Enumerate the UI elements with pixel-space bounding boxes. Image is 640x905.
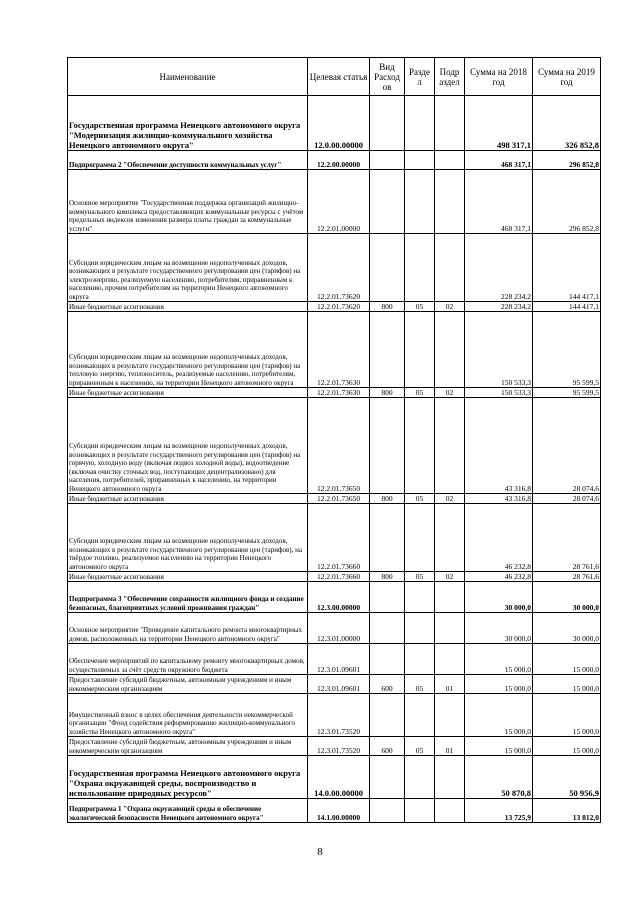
row-razdel-cell [405,756,435,799]
row-name-cell: Государственная программа Ненецкого автономного округа "Модернизация жилищно-коммунального хозяйства Ненецкого автономного округа" [68,96,308,151]
row-name-cell: Иные бюджетные ассигнования [68,572,308,582]
row-podrazdel-cell [435,694,465,737]
table-row [68,494,601,504]
row-razdel-cell [405,582,435,613]
row-vid-cell [370,799,405,823]
row-razdel-cell: 05 [405,572,435,582]
row-name-cell: Предоставление субсидий бюджетным, автономным учреждениям и иным некоммерческим организациям [68,737,308,756]
row-vid-cell [370,504,405,572]
row-sum-2018: 30 000,0 [465,582,533,613]
row-podrazdel-cell [435,799,465,823]
row-sum-2019: 15 000,0 [533,675,601,694]
row-razdel-cell [405,234,435,302]
row-podrazdel-cell [435,504,465,572]
row-sum-2019: 28 074,6 [533,494,601,504]
row-vid-cell [370,151,405,170]
table-header-row [68,58,601,96]
row-name-cell: Иные бюджетные ассигнования [68,388,308,398]
col-header-razdel: Разде л [405,58,435,96]
row-vid-cell [370,694,405,737]
row-vid-cell: 800 [370,572,405,582]
row-name-cell: Субсидии юридическим лицам на возмещение недополученных доходов, возникающих в результате государственного регулирования цен (тарифов), на твёрдое топливо, реализуемое населению на территории Ненецкого автономного округа [68,504,308,572]
row-vid-cell: 800 [370,388,405,398]
row-name-cell: Иные бюджетные ассигнования [68,302,308,312]
row-name-cell: Имущественный взнос в целях обеспечения деятельности некоммерческой организации "Фонд содействия реформированию жилищно-коммунального хозяйства Ненецкого автономного округа" [68,694,308,737]
row-sum-2019: 144 417,1 [533,302,601,312]
row-vid-cell: 800 [370,302,405,312]
table-row [68,675,601,694]
table-row [68,170,601,234]
col-header-vid: Вид Расход ов [370,58,405,96]
row-sum-2018: 15 000,0 [465,644,533,675]
row-sum-2018: 150 533,3 [465,388,533,398]
row-vid-cell [370,312,405,388]
row-sum-2018: 15 000,0 [465,737,533,756]
row-sum-2018: 30 000,0 [465,613,533,644]
row-podrazdel-cell [435,151,465,170]
row-podrazdel-cell: 02 [435,302,465,312]
row-podrazdel-cell [435,234,465,302]
row-razdel-cell [405,799,435,823]
row-razdel-cell [405,170,435,234]
col-header-podrazdel: Подр аздел [435,58,465,96]
row-target-code: 12.2.00.00000 [308,151,370,170]
row-razdel-cell [405,151,435,170]
row-razdel-cell [405,96,435,151]
table-row [68,234,601,302]
table-row [68,694,601,737]
budget-table [67,57,601,823]
row-vid-cell [370,234,405,302]
row-target-code: 12.2.01.73650 [308,494,370,504]
row-podrazdel-cell [435,312,465,388]
col-header-target: Целевая статья [308,58,370,96]
table-row [68,582,601,613]
row-target-code: 12.2.01.73650 [308,398,370,494]
row-razdel-cell: 05 [405,388,435,398]
row-sum-2019: 28 074,6 [533,398,601,494]
row-vid-cell [370,398,405,494]
row-sum-2019: 15 000,0 [533,737,601,756]
row-razdel-cell: 05 [405,302,435,312]
row-target-code: 12.3.01.73520 [308,694,370,737]
row-name-cell: Подпрограмма 2 "Обеспечение доступности коммунальных услуг" [68,151,308,170]
row-sum-2019: 296 852,8 [533,151,601,170]
row-target-code: 12.3.01.73520 [308,737,370,756]
row-sum-2019: 50 956,9 [533,756,601,799]
row-target-code: 12.2.01.73660 [308,572,370,582]
page-number: 8 [317,846,323,858]
row-podrazdel-cell: 01 [435,737,465,756]
row-target-code: 12.2.01.73630 [308,312,370,388]
row-target-code: 12.2.01.73660 [308,504,370,572]
row-name-cell: Государственная программа Ненецкого автономного округа "Охрана окружающей среды, воспроизводство и использование природных ресурсов" [68,756,308,799]
row-target-code: 12.2.01.73620 [308,302,370,312]
row-podrazdel-cell [435,170,465,234]
row-vid-cell [370,613,405,644]
table-row [68,388,601,398]
row-podrazdel-cell [435,613,465,644]
row-name-cell: Субсидии юридическим лицам на возмещение недополученных доходов, возникающих в результате государственного регулирования цен (тарифов) на тепловую энергию, теплоноситель, реализуемые населению, потребителям, приравненным к населению, на территории Ненецкого автономного округа [68,312,308,388]
row-name-cell: Иные бюджетные ассигнования [68,494,308,504]
row-sum-2019: 28 761,6 [533,572,601,582]
row-vid-cell: 600 [370,675,405,694]
row-sum-2019: 144 417,1 [533,234,601,302]
table-row [68,613,601,644]
row-vid-cell [370,96,405,151]
table-row [68,151,601,170]
table-row [68,96,601,151]
row-podrazdel-cell [435,582,465,613]
row-sum-2019: 95 599,5 [533,312,601,388]
row-podrazdel-cell: 02 [435,572,465,582]
row-podrazdel-cell [435,96,465,151]
row-sum-2019: 15 000,0 [533,694,601,737]
table-row [68,572,601,582]
row-razdel-cell: 05 [405,494,435,504]
row-razdel-cell [405,613,435,644]
row-vid-cell [370,756,405,799]
row-vid-cell [370,644,405,675]
row-target-code: 12.3.01.00000 [308,613,370,644]
row-target-code: 12.3.00.00000 [308,582,370,613]
row-sum-2019: 326 852,8 [533,96,601,151]
row-sum-2018: 43 316,8 [465,398,533,494]
row-target-code: 12.3.01.09601 [308,644,370,675]
row-razdel-cell [405,504,435,572]
row-target-code: 12.2.01.73620 [308,234,370,302]
row-name-cell: Подпрограмма 3 "Обеспечение сохранности жилищного фонда и создание безопасных, благоприятных условий проживания граждан" [68,582,308,613]
row-sum-2018: 46 232,8 [465,504,533,572]
row-name-cell: Субсидии юридическим лицам на возмещение недополученных доходов, возникающих в результате государственного регулирования цен (тарифов) на горячую, холодную воду (включая подвоз холодной воды), водоотведение (включая очистку сточных вод, поступающих децентрализовано) для населения, потребителей, приравненных к населению, на территории Ненецкого автономного округа [68,398,308,494]
row-sum-2018: 15 000,0 [465,675,533,694]
row-sum-2019: 15 000,0 [533,644,601,675]
row-sum-2019: 30 000,0 [533,613,601,644]
row-name-cell: Предоставление субсидий бюджетным, автономным учреждениям и иным некоммерческим организациям [68,675,308,694]
col-header-sum-2018: Сумма на 2018 год [465,58,533,96]
table-row [68,302,601,312]
row-razdel-cell [405,644,435,675]
row-name-cell: Подпрограмма 1 "Охрана окружающей среды и обеспечение экологической безопасности Ненецкого автономного округа" [68,799,308,823]
row-razdel-cell: 05 [405,675,435,694]
table-row [68,504,601,572]
row-target-code: 14.1.00.00000 [308,799,370,823]
row-target-code: 12.0.00.00000 [308,96,370,151]
row-podrazdel-cell [435,644,465,675]
row-vid-cell: 600 [370,737,405,756]
row-target-code: 12.3.01.09601 [308,675,370,694]
row-name-cell: Основное мероприятие "Государственная поддержка организаций жилищно-коммунального комплекса предоставляющих коммунальные ресурсы с учётом предельных индексов изменения размера платы граждан за коммунальные услуги" [68,170,308,234]
row-target-code: 12.2.01.73630 [308,388,370,398]
row-name-cell: Обеспечение мероприятий по капитальному ремонту многоквартирных домов, осуществляемых за счёт средств окружного бюджета [68,644,308,675]
table-row [68,737,601,756]
row-podrazdel-cell [435,398,465,494]
row-vid-cell: 800 [370,494,405,504]
table-row [68,756,601,799]
row-target-code: 12.2.01.00000 [308,170,370,234]
row-sum-2018: 150 533,3 [465,312,533,388]
row-sum-2018: 468 317,1 [465,151,533,170]
row-target-code: 14.0.00.00000 [308,756,370,799]
table-row [68,312,601,388]
row-podrazdel-cell: 01 [435,675,465,694]
col-header-sum-2019: Сумма на 2019 год [533,58,601,96]
table-row [68,398,601,494]
row-name-cell: Субсидии юридическим лицам на возмещение недополученных доходов, возникающих в результате государственного регулирования цен (тарифов) на электроэнергию, реализуемую населению, потребителям, приравненным к населению, прочим потребителям на территории Ненецкого автономного округа [68,234,308,302]
row-sum-2019: 95 599,5 [533,388,601,398]
row-razdel-cell [405,694,435,737]
row-sum-2018: 46 232,8 [465,572,533,582]
row-razdel-cell [405,398,435,494]
row-sum-2018: 228 234,2 [465,302,533,312]
row-vid-cell [370,170,405,234]
row-sum-2019: 28 761,6 [533,504,601,572]
row-sum-2019: 296 852,8 [533,170,601,234]
row-sum-2018: 498 317,1 [465,96,533,151]
row-podrazdel-cell: 02 [435,494,465,504]
row-sum-2018: 468 317,1 [465,170,533,234]
row-sum-2018: 15 000,0 [465,694,533,737]
row-sum-2018: 43 316,8 [465,494,533,504]
row-sum-2018: 50 870,8 [465,756,533,799]
row-sum-2019: 30 000,0 [533,582,601,613]
row-sum-2018: 228 234,2 [465,234,533,302]
row-podrazdel-cell [435,756,465,799]
row-name-cell: Основное мероприятие "Проведение капитального ремонта многоквартирных домов, расположенных на территории Ненецкого автономного округа" [68,613,308,644]
row-razdel-cell [405,312,435,388]
row-sum-2018: 13 725,9 [465,799,533,823]
col-header-name: Наименование [68,58,308,96]
row-razdel-cell: 05 [405,737,435,756]
row-vid-cell [370,582,405,613]
table-row [68,799,601,823]
table-row [68,644,601,675]
row-sum-2019: 13 812,0 [533,799,601,823]
row-podrazdel-cell: 02 [435,388,465,398]
